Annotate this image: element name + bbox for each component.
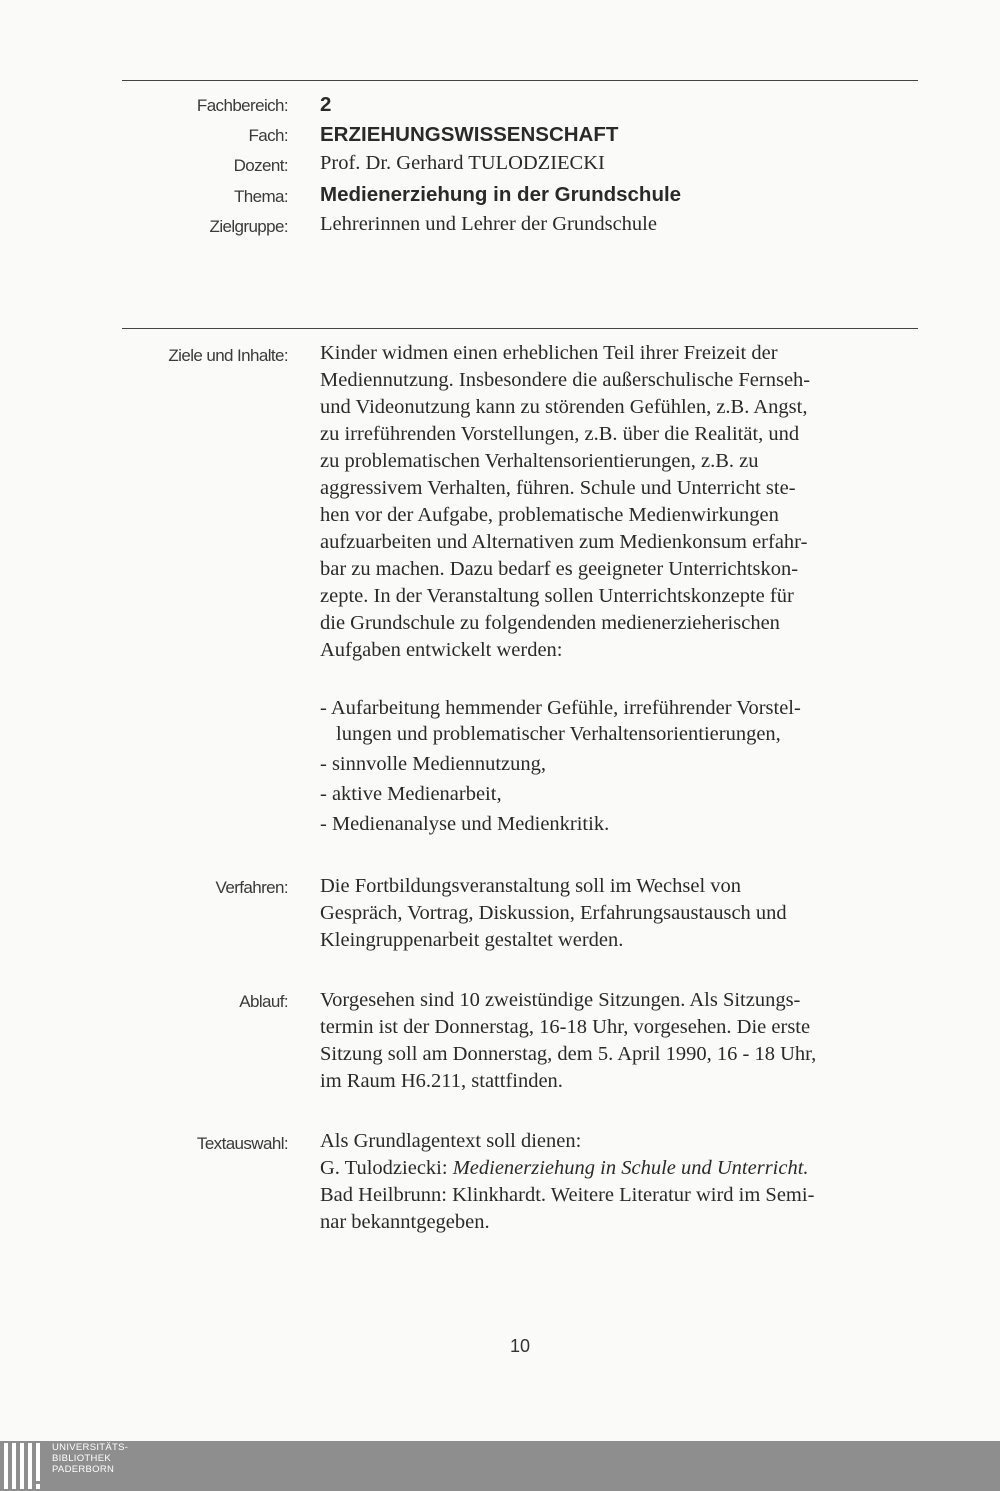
fach-value: ERZIEHUNGSWISSENSCHAFT [320,123,619,146]
text-line: zu irreführenden Vorstellungen, z.B. über die Realität, und [320,423,800,445]
thema-label: Thema: [233,187,288,206]
text-line: aggressivem Verhalten, führen. Schule und Unterricht ste- [320,477,796,499]
text-line: termin ist der Donnerstag, 16-18 Uhr, vorgesehen. Die erste [320,1016,811,1038]
dozent-label: Dozent: [233,156,288,175]
ziele-label: Ziele und Inhalte: [168,346,288,365]
text-line: bar zu machen. Dazu bedarf es geeigneter Unterrichtskon- [320,558,799,580]
text-line: Aufgaben entwickelt werden: [320,639,563,661]
citation-author: G. Tulodziecki: [320,1157,453,1179]
list-item: - sinnvolle Mediennutzung, [320,753,547,775]
ablauf-label: Ablauf: [239,992,288,1011]
fach-label: Fach: [248,126,288,145]
list-item: - Medienanalyse und Medienkritik. [320,813,610,835]
library-footer [0,1441,1000,1491]
text-line: Kinder widmen einen erheblichen Teil ihrer Freizeit der [320,342,778,364]
library-name-line: PADERBORN [52,1464,115,1475]
thema-value: Medienerziehung in der Grundschule [320,183,682,206]
text-line: im Raum H6.211, stattfinden. [320,1070,563,1092]
text-line: Kleingruppenarbeit gestaltet werden. [320,929,624,951]
text-line: aufzuarbeiten und Alternativen zum Medienkonsum erfahr- [320,531,808,553]
zielgruppe-value: Lehrerinnen und Lehrer der Grundschule [320,213,657,235]
ablauf-text [320,987,920,1095]
verfahren-label: Verfahren: [215,878,288,897]
aufgaben-list [320,693,920,839]
text-line: Bad Heilbrunn: Klinkhardt. Weitere Literatur wird im Semi- [320,1184,815,1206]
text-line: Gespräch, Vortrag, Diskussion, Erfahrungsaustausch und [320,902,787,924]
library-name-line: UNIVERSITÄTS- [52,1442,129,1453]
text-line: zepte. In der Veranstaltung sollen Unterrichtskonzepte für [320,585,794,607]
text-line: Die Fortbildungsveranstaltung soll im Wechsel von [320,875,742,897]
text-line: Vorgesehen sind 10 zweistündige Sitzungen. Als Sitzungs- [320,989,801,1011]
zielgruppe-label: Zielgruppe: [209,217,288,236]
citation-title: Medienerziehung in Schule und Unterricht. [452,1157,809,1179]
library-logo-icon [4,1443,44,1489]
list-item: - Aufarbeitung hemmender Gefühle, irreführender Vorstel- [320,697,801,719]
text-line: zu problematischen Verhaltensorientierungen, z.B. zu [320,450,759,472]
text-line: nar bekanntgegeben. [320,1211,490,1233]
text-line: Sitzung soll am Donnerstag, dem 5. April 1990, 16 - 18 Uhr, [320,1043,817,1065]
textauswahl-label: Textauswahl: [196,1134,288,1153]
verfahren-text [320,873,920,954]
text-line: die Grundschule zu folgendenden medienerzieherischen [320,612,780,634]
library-name-line: BIBLIOTHEK [52,1453,111,1464]
fachbereich-label: Fachbereich: [196,96,288,115]
section-rule [122,328,918,329]
fachbereich-value: 2 [320,93,332,116]
library-name [52,1442,128,1475]
list-item: - aktive Medienarbeit, [320,783,502,805]
page-number: 10 [509,1336,531,1356]
citation-line [320,1155,920,1182]
text-line: Mediennutzung. Insbesondere die außerschulische Fernseh- [320,369,811,391]
text-line: Als Grundlagentext soll dienen: [320,1130,582,1152]
list-item: lungen und problematischer Verhaltensorientierungen, [336,723,781,745]
top-rule [122,80,918,81]
dozent-value: Prof. Dr. Gerhard TULODZIECKI [320,152,605,174]
textauswahl-text [320,1128,920,1236]
text-line: hen vor der Aufgabe, problematische Medienwirkungen [320,504,779,526]
text-line: und Videonutzung kann zu störenden Gefühlen, z.B. Angst, [320,396,808,418]
ziele-text [320,340,920,664]
